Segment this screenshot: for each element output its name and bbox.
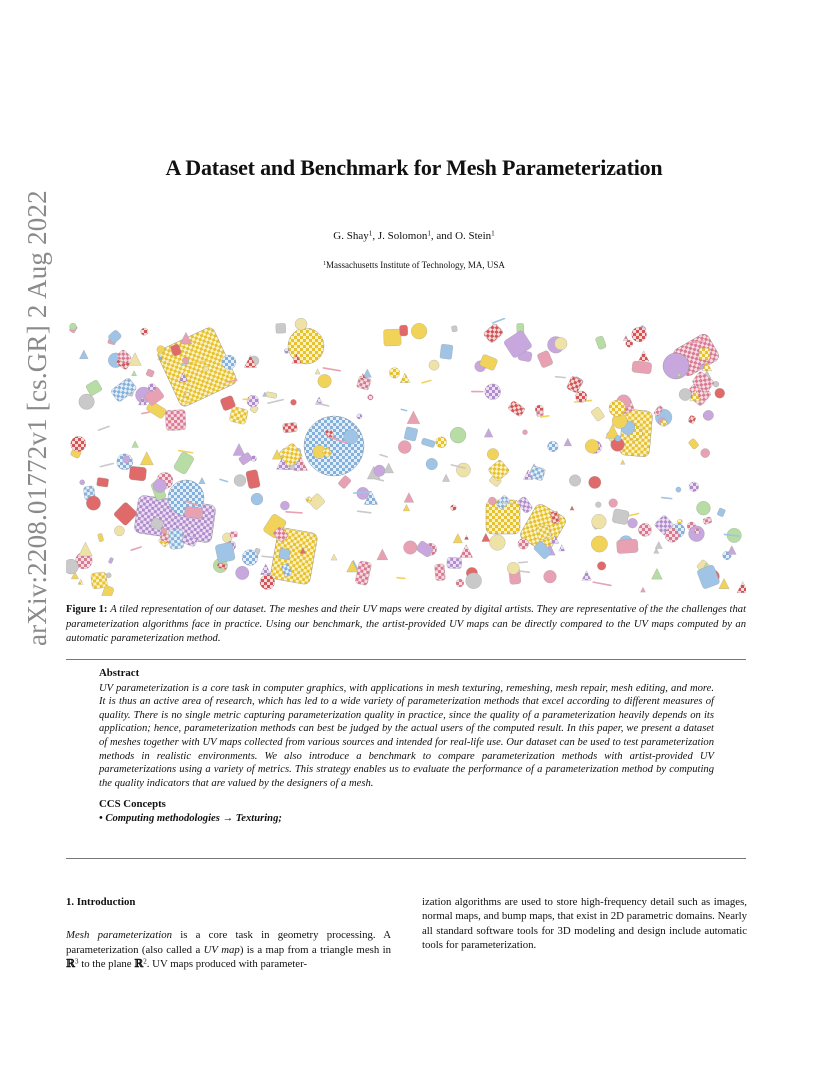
mesh-thumbnail (632, 361, 652, 374)
abstract-heading: Abstract (99, 667, 140, 679)
mesh-thumbnail (456, 579, 464, 587)
math-exponent: 2 (143, 957, 147, 966)
mesh-thumbnail (696, 501, 710, 515)
mesh-thumbnail (429, 360, 439, 370)
mesh-thumbnail (582, 571, 591, 580)
mesh-thumbnail (251, 493, 263, 505)
mesh-thumbnail (616, 539, 638, 554)
mesh-thumbnail (615, 435, 621, 441)
mesh-thumbnail (518, 538, 529, 549)
mesh-thumbnail (284, 349, 289, 354)
mesh-thumbnail (719, 578, 729, 588)
intro-column-right (422, 895, 747, 953)
mesh-thumbnail (291, 399, 297, 405)
mesh-thumbnail (404, 493, 414, 503)
mesh-thumbnail (199, 477, 205, 483)
author-separator: , (372, 230, 378, 242)
mesh-thumbnail (450, 505, 456, 511)
mesh-thumbnail (129, 466, 147, 481)
math-r3: ℝ (66, 957, 75, 971)
mesh-thumbnail (593, 582, 611, 585)
ccs-item (99, 812, 714, 826)
mesh-thumbnail (276, 323, 286, 333)
mesh-thumbnail (556, 377, 566, 378)
mesh-thumbnail (442, 474, 449, 481)
mesh-thumbnail (544, 570, 557, 583)
mesh-thumbnail (453, 534, 462, 543)
mesh-thumbnail (222, 355, 236, 369)
mesh-thumbnail (422, 380, 431, 383)
mesh-thumbnail (466, 573, 482, 589)
mesh-thumbnail (434, 564, 445, 581)
mesh-thumbnail (247, 395, 259, 407)
mesh-thumbnail (71, 436, 86, 451)
mesh-thumbnail (374, 465, 385, 476)
mesh-thumbnail (384, 463, 394, 473)
mesh-thumbnail (331, 554, 337, 560)
mesh-thumbnail (460, 545, 473, 558)
mesh-thumbnail (536, 410, 544, 417)
mesh-thumbnail (401, 409, 406, 410)
mesh-thumbnail (165, 410, 186, 431)
mesh-thumbnail (132, 371, 137, 376)
mesh-thumbnail (397, 578, 405, 579)
mesh-thumbnail (142, 412, 149, 413)
affiliation (0, 260, 828, 270)
figure-label: Figure 1: (66, 604, 108, 615)
mesh-thumbnail (483, 323, 504, 344)
mesh-thumbnail (595, 335, 607, 349)
mesh-thumbnail (283, 422, 298, 433)
mesh-thumbnail (699, 348, 710, 360)
mesh-thumbnail (173, 451, 195, 475)
mesh-thumbnail (628, 518, 638, 528)
mesh-thumbnail (236, 566, 249, 579)
abstract-top-rule (66, 659, 746, 660)
mesh-thumbnail (688, 438, 699, 450)
mesh-thumbnail (537, 350, 554, 368)
ccs-subcategory: Texturing; (235, 812, 282, 824)
mesh-thumbnail (260, 564, 271, 575)
mesh-thumbnail (404, 427, 418, 442)
mesh-thumbnail (215, 542, 236, 563)
mesh-thumbnail (715, 388, 725, 398)
mesh-thumbnail (407, 411, 420, 424)
mesh-thumbnail (233, 443, 245, 455)
ccs-bullet: • (99, 812, 103, 824)
mesh-thumbnail (679, 388, 691, 400)
mesh-thumbnail (717, 508, 726, 517)
mesh-thumbnail (86, 496, 100, 510)
mesh-thumbnail (375, 479, 383, 481)
mesh-thumbnail (288, 328, 324, 364)
abstract-text: UV parameterization is a core task in computer graphics, with applications in mesh texturing, remeshing, mesh repair, mesh editing, and more. It is thus an active area of research, which has led to a wide variety of parameterization methods that excel according to different measures of quality. There is no single metric capturing parameterization quality in practice, since the quality of a parameterization heavily depends on its application; hence, parameterization methods can best be judged by the actual users of the computed result. In this paper, we present a dataset of meshes together with UV maps collected from various sources and intended for real-life use. Our dataset can be used to test parameterization methods in realistic environments. We also introduce a benchmark to compare parameterization methods with artist-provided UV parameterizations using a variety of metrics. This strategy enables us to evaluate the performance of a parameterization method by computing the quality indicators that are valued by the designers of a mesh. (99, 682, 714, 789)
mesh-thumbnail (727, 546, 736, 555)
mesh-thumbnail (676, 487, 681, 492)
mesh-thumbnail (245, 469, 260, 489)
mesh-thumbnail (280, 501, 289, 510)
mesh-thumbnail (153, 479, 167, 493)
mesh-thumbnail (146, 400, 168, 419)
mesh-thumbnail (110, 377, 137, 403)
mesh-thumbnail (566, 376, 582, 393)
mesh-thumbnail (440, 344, 453, 360)
mesh-thumbnail (279, 548, 291, 560)
mesh-thumbnail (485, 384, 501, 400)
mesh-thumbnail (113, 501, 138, 526)
mesh-thumbnail (703, 517, 713, 525)
mesh-thumbnail (141, 328, 148, 335)
mesh-thumbnail (503, 503, 514, 504)
mesh-thumbnail (564, 438, 572, 446)
mesh-thumbnail (97, 477, 109, 487)
mesh-thumbnail (621, 460, 625, 464)
intro-text: ) is a map from a triangle mesh in (239, 943, 391, 956)
mesh-thumbnail (482, 533, 490, 541)
mesh-thumbnail (450, 427, 466, 443)
mesh-thumbnail (559, 545, 565, 551)
mesh-thumbnail (79, 542, 93, 556)
mesh-thumbnail (626, 340, 633, 347)
mesh-thumbnail (569, 475, 580, 486)
mesh-thumbnail (519, 562, 527, 563)
mesh-thumbnail (242, 550, 258, 566)
mesh-thumbnail (655, 541, 662, 548)
paper-title: A Dataset and Benchmark for Mesh Parameterization (165, 155, 663, 180)
mesh-thumbnail (464, 535, 468, 539)
mesh-thumbnail (638, 351, 648, 361)
mesh-thumbnail (304, 416, 364, 476)
mesh-thumbnail (380, 455, 387, 457)
mesh-thumbnail (368, 395, 374, 401)
author-separator: , and (430, 230, 456, 242)
affiliation-mark: 1 (323, 261, 327, 268)
mesh-thumbnail (688, 415, 697, 424)
mesh-thumbnail (286, 512, 302, 513)
mesh-thumbnail (79, 394, 95, 410)
mesh-thumbnail (638, 523, 651, 536)
mesh-thumbnail (632, 327, 647, 342)
mesh-thumbnail (695, 528, 701, 534)
mesh-thumbnail (665, 528, 679, 542)
mesh-thumbnail (98, 533, 104, 542)
author-name: G. Shay (333, 230, 369, 242)
mesh-thumbnail (400, 373, 410, 383)
mesh-thumbnail (295, 318, 307, 330)
mesh-thumbnail (555, 337, 568, 350)
mesh-thumbnail (507, 562, 519, 574)
mesh-thumbnail (157, 346, 165, 354)
mesh-thumbnail (597, 562, 606, 571)
mesh-thumbnail (592, 514, 607, 529)
mesh-thumbnail (421, 438, 436, 448)
intro-column-left (66, 895, 391, 972)
mesh-thumbnail (108, 557, 114, 564)
mesh-thumbnail (484, 428, 493, 437)
mesh-thumbnail (344, 430, 359, 445)
mesh-thumbnail (80, 480, 85, 485)
affiliation-text: Massachusetts Institute of Technology, MA, USA (326, 260, 505, 270)
mesh-thumbnail (609, 400, 625, 416)
mesh-thumbnail (701, 449, 710, 458)
mesh-thumbnail (229, 406, 249, 424)
mesh-thumbnail (398, 441, 411, 454)
ccs-heading: CCS Concepts (99, 798, 166, 811)
mesh-thumbnail (146, 369, 155, 378)
intro-term-uv-map: UV map (203, 943, 240, 956)
mesh-thumbnail (411, 323, 427, 339)
abstract-bottom-rule (66, 858, 746, 859)
mesh-thumbnail (184, 506, 203, 519)
mesh-thumbnail (85, 379, 102, 396)
mesh-thumbnail (69, 323, 76, 330)
mesh-thumbnail (100, 463, 113, 466)
mesh-thumbnail (519, 571, 529, 572)
mesh-thumbnail (148, 384, 156, 392)
mesh-thumbnail (609, 499, 618, 508)
math-r2: ℝ (134, 957, 144, 971)
intro-term: Mesh parameterization (66, 929, 172, 942)
mesh-thumbnail (623, 336, 628, 341)
author-name: J. Solomon (377, 230, 428, 242)
mesh-thumbnail (436, 437, 447, 448)
mesh-thumbnail (184, 392, 190, 398)
mesh-thumbnail (689, 482, 699, 492)
mesh-thumbnail (404, 541, 418, 555)
mesh-thumbnail (78, 579, 83, 584)
mesh-thumbnail (266, 392, 277, 399)
mesh-thumbnail (338, 475, 352, 489)
author-list (0, 230, 828, 242)
mesh-thumbnail (315, 369, 320, 374)
mesh-thumbnail (426, 458, 438, 470)
mesh-thumbnail (220, 479, 227, 481)
mesh-thumbnail (230, 532, 237, 537)
mesh-thumbnail (403, 504, 409, 510)
intro-paragraph (66, 928, 391, 971)
mesh-thumbnail (548, 441, 559, 452)
author-affiliation-mark: 1 (368, 229, 373, 238)
mesh-thumbnail (140, 452, 153, 465)
mesh-thumbnail (654, 548, 659, 553)
mesh-thumbnail (308, 493, 326, 510)
mesh-thumbnail (358, 511, 371, 513)
mesh-thumbnail (737, 581, 746, 592)
mesh-thumbnail (612, 508, 630, 524)
mesh-thumbnail (389, 368, 400, 379)
mesh-thumbnail (131, 547, 141, 550)
mesh-thumbnail (591, 407, 605, 422)
mesh-thumbnail (268, 400, 283, 404)
section-heading-introduction: 1. Introduction (66, 896, 136, 908)
mesh-thumbnail (123, 456, 130, 463)
mesh-thumbnail (570, 506, 574, 510)
mesh-thumbnail (168, 529, 184, 550)
mesh-thumbnail (589, 476, 601, 488)
mesh-thumbnail (79, 350, 88, 359)
author-affiliation-mark: 1 (427, 229, 431, 238)
mesh-thumbnail (262, 556, 273, 557)
intro-text: to the plane (78, 958, 135, 971)
mesh-thumbnail (106, 573, 111, 578)
intro-paragraph-continued: ization algorithms are used to store high-frequency detail such as images, normal maps, and bump maps, that exist in 2D parametric domains. Nearly all standard software tools for 3D modeling and design include automatic tools for parameterization. (422, 896, 747, 952)
mesh-thumbnail (447, 557, 462, 569)
author-name: O. Stein (455, 230, 492, 242)
figure-caption (66, 603, 746, 647)
mesh-thumbnail (575, 391, 587, 403)
mesh-thumbnail (357, 414, 362, 419)
mesh-thumbnail (114, 526, 124, 536)
mesh-thumbnail (488, 497, 496, 505)
abstract-block (99, 667, 714, 826)
mesh-thumbnail (323, 368, 340, 371)
mesh-thumbnail (182, 357, 188, 363)
intro-text: is a core task in geometry processing. A parameterization (also called a (66, 929, 392, 956)
mesh-thumbnail (179, 451, 193, 453)
mesh-thumbnail (641, 587, 646, 592)
mesh-thumbnail (260, 575, 275, 590)
figure-caption-text: A tiled representation of our dataset. The meshes and their UV maps were created by digital artists. They are representative of the the challenges that parameterization algorithms face in practice. Using our benchmark, the artist-provided UV maps can be directly compared to the UV maps computed by an automatic parameterization method. (66, 604, 747, 644)
mesh-thumbnail (355, 560, 372, 585)
math-exponent: 3 (74, 957, 79, 966)
ccs-category: Computing methodologies (105, 812, 220, 824)
mesh-thumbnail (541, 416, 549, 417)
mesh-thumbnail (99, 426, 109, 430)
mesh-thumbnail (507, 400, 525, 417)
mesh-thumbnail (490, 535, 506, 551)
mesh-thumbnail (399, 325, 408, 336)
mesh-thumbnail (456, 463, 470, 477)
mesh-thumbnail (493, 318, 505, 323)
mesh-thumbnail (591, 536, 607, 552)
intro-text: . UV maps produced with parameter- (146, 958, 308, 971)
mesh-thumbnail (662, 498, 672, 499)
mesh-thumbnail (661, 420, 667, 426)
mesh-thumbnail (318, 374, 331, 387)
mesh-thumbnail (585, 439, 599, 453)
ccs-arrow: → (222, 812, 234, 824)
author-affiliation-mark: 1 (491, 229, 495, 238)
mesh-thumbnail (294, 464, 301, 471)
mesh-thumbnail (203, 366, 208, 371)
mesh-thumbnail (234, 474, 246, 486)
mesh-thumbnail (523, 430, 528, 435)
mesh-thumbnail (703, 410, 713, 420)
mesh-thumbnail (383, 329, 401, 346)
mesh-thumbnail (487, 448, 498, 459)
teaser-mesh-collage (66, 318, 746, 596)
mesh-thumbnail (132, 441, 139, 448)
mesh-thumbnail (377, 549, 388, 560)
mesh-thumbnail (663, 353, 689, 379)
mesh-thumbnail (595, 502, 601, 508)
mesh-thumbnail (652, 568, 663, 579)
arxiv-identifier: arXiv:2208.01772v1 [cs.GR] 2 Aug 2022 (22, 190, 52, 646)
ccs-concepts (99, 798, 714, 825)
mesh-thumbnail (451, 325, 457, 332)
